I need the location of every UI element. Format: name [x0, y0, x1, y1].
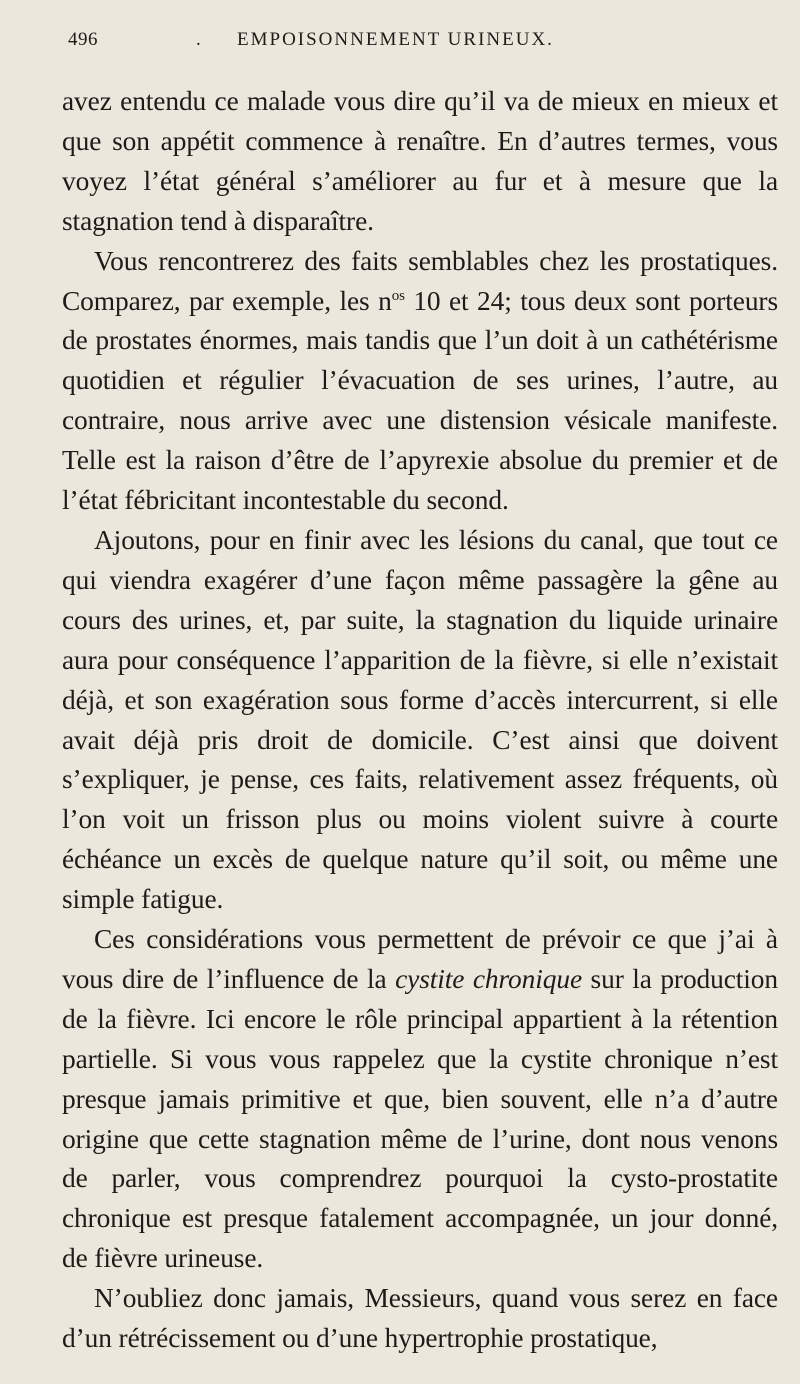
paragraph-considerations: Ces considérations vous permettent de prévoir ce que j’ai à vous dire de l’influence de la cystite chronique sur la production de la fièvre. Ici encore le rôle principal appartient à la rétention partielle. Si vous vous rappelez que la cystite chronique n’est presque jamais primitive et que, bien souvent, elle n’a d’autre origine que cette stagnation même de l’urine, dont nous venons de parler, vous comprendrez pourquoi la cysto-prostatite chronique est presque fatalement accompagnée, un jour donné, de fièvre urineuse.: [62, 924, 778, 1274]
superscript-os: os: [391, 287, 405, 304]
body-text: [62, 82, 778, 1359]
paragraph-oubliez: N’oubliez donc jamais, Messieurs, quand vous serez en face d’un rétrécissement ou d’une hypertrophie prostatique,: [62, 1283, 778, 1354]
running-title: EMPOISONNEMENT URINEUX.: [237, 29, 554, 50]
paragraph-ajoutons: Ajoutons, pour en finir avec les lésions du canal, que tout ce qui viendra exagérer d’une façon même passagère la gêne au cours des urines, et, par suite, la stagnation du liquide urinaire aura pour conséquence l’apparition de la fièvre, si elle n’existait déjà, et son exagération sous forme d’accès intercurrent, si elle avait déjà pris droit de domicile. C’est ainsi que doivent s’expliquer, je pense, ces faits, relativement assez fréquents, où l’on voit un frisson plus ou moins violent suivre à courte échéance un excès de quelque nature qu’il soit, ou même une simple fatigue.: [62, 524, 778, 915]
paragraph-continued: avez entendu ce malade vous dire qu’il va de mieux en mieux et que son appétit commence à renaître. En d’autres termes, vous voyez l’état général s’améliorer au fur et à mesure que la stagnation tend à disparaître.: [62, 86, 778, 236]
italic-term: cystite chronique: [395, 963, 583, 994]
header-separator: .: [196, 29, 203, 50]
paragraph-prostatiques: Vous rencontrerez des faits semblables chez les prostatiques. Comparez, par exemple, les $n^{os}$ 10 et 24; tous deux sont porteurs de prostates énormes, mais tandis que l’un doit à un cathétérisme quotidien et régulier l’évacuation de ses urines, l’autre, au contraire, nous arrive avec une distension vésicale manifeste. Telle est la raison d’être de l’apyrexie absolue du premier et de l’état fébricitant incontestable du second.: [62, 245, 779, 516]
page-number: 496: [68, 29, 98, 50]
book-page: [62, 22, 778, 1362]
running-head: [62, 22, 778, 58]
